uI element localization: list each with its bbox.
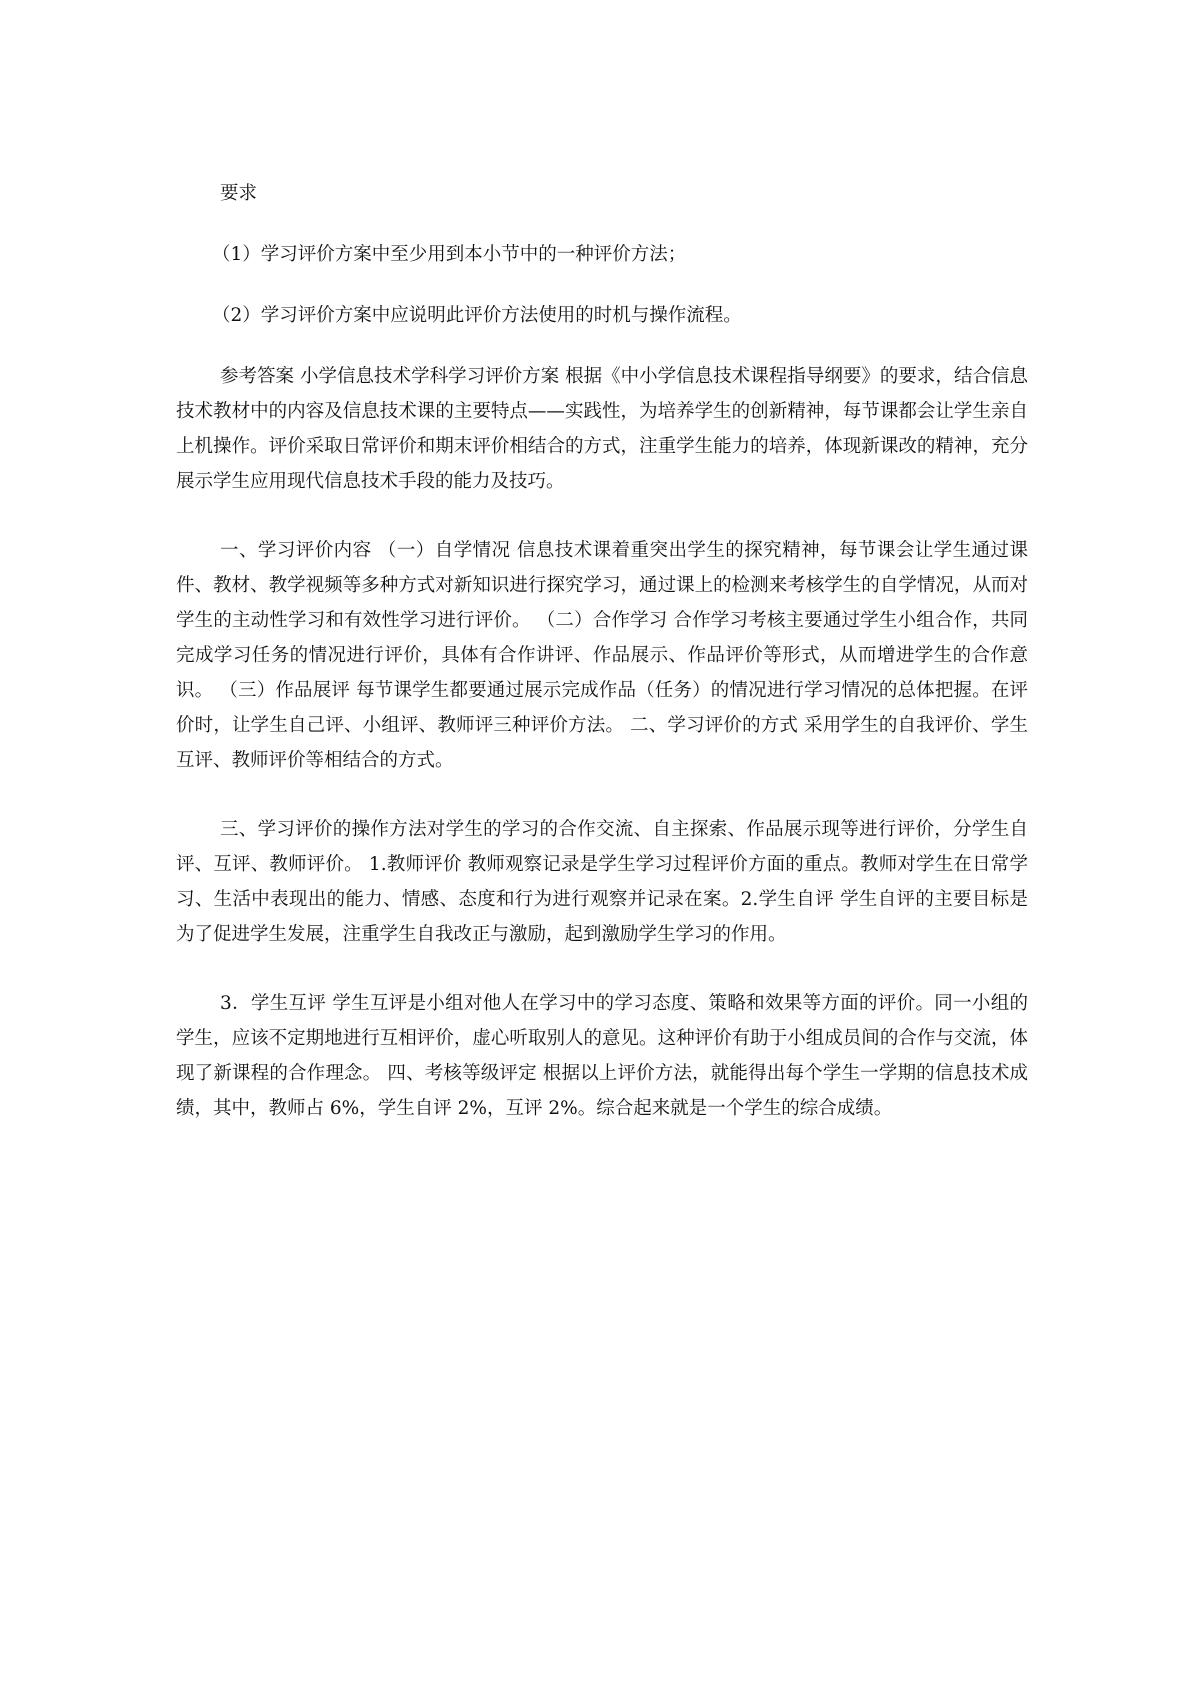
section-heading: 要求 (220, 183, 258, 204)
evaluation-method-paragraph: 三、学习评价的操作方法对学生的学习的合作交流、自主探索、作品展示现等进行评价，分学生自评、互评、教师评价。 1.教师评价 教师观察记录是学生学习过程评价方面的重点。教师对学生在日常学习、生活中表现出的能力、情感、态度和行为进行观察并记录在案。2.学生自评 学生自评的主要目标是为了促进学生发展，注重学生自我改正与激励，起到激励学生学习的作用。 (176, 819, 1028, 945)
answer-intro-paragraph: 参考答案 小学信息技术学科学习评价方案 根据《中小学信息技术课程指导纲要》的要求，结合信息技术教材中的内容及信息技术课的主要特点——实践性，为培养学生的创新精神，每节课都会让学生亲自上机操作。评价采取日常评价和期末评价相结合的方式，注重学生能力的培养，体现新课改的精神，充分展示学生应用现代信息技术手段的能力及技巧。 (176, 366, 1028, 492)
requirement-item-1: （1）学习评价方案中至少用到本小节中的一种评价方法； (212, 244, 687, 265)
document-body (176, 176, 1028, 1160)
peer-review-paragraph: 3．学生互评 学生互评是小组对他人在学习中的学习态度、策略和效果等方面的评价。同一小组的学生，应该不定期地进行互相评价，虚心听取别人的意见。这种评价有助于小组成员间的合作与交流，体现了新课程的合作理念。 四、考核等级评定 根据以上评价方法，就能得出每个学生一学期的信息技术成绩，其中，教师占 6%，学生自评 2%，互评 2%。综合起来就是一个学生的综合成绩。 (176, 993, 1028, 1119)
evaluation-content-paragraph: 一、学习评价内容 （一）自学情况 信息技术课着重突出学生的探究精神，每节课会让学生通过课件、教材、教学视频等多种方式对新知识进行探究学习，通过课上的检测来考核学生的自学情况，从而对学生的主动性学习和有效性学习进行评价。 （二）合作学习 合作学习考核主要通过学生小组合作，共同完成学习任务的情况进行评价，具体有合作讲评、作品展示、作品评价等形式，从而增进学生的合作意识。 （三）作品展评 每节课学生都要通过展示完成作品（任务）的情况进行学习情况的总体把握。在评价时，让学生自己评、小组评、教师评三种评价方法。 二、学习评价的方式 采用学生的自我评价、学生互评、教师评价等相结合的方式。 (176, 540, 1028, 771)
requirement-item-2: （2）学习评价方案中应说明此评价方法使用的时机与操作流程。 (212, 305, 742, 326)
